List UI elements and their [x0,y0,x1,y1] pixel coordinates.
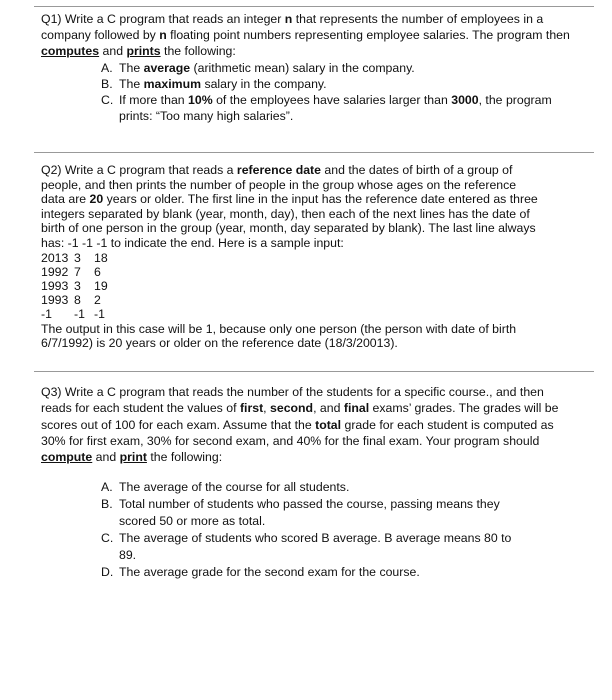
q2-intro: Q2) Write a C program that reads a reference date and the dates of birth of a group of people, and then prints the number of people in the group whose ages on the reference data are 20 years or older. The first line in the input has the reference date entered as three integers separated by blank (year, month, day), then each of the next lines has the date of birth of one person in the group (year, month, day separated by blank). The last line always has: -1 -1 -1 to indicate the end. Here is a sample input: [41,163,538,250]
question-1 [41,11,581,124]
question-2 [41,163,541,351]
list-item: C. If more than 10% of the employees have salaries larger than 3000, the program prints: “Too many high salaries”. [101,93,552,123]
divider-q2-q3 [34,371,594,372]
q3-requirements-list [101,479,531,581]
q2-sample-input [41,251,541,322]
q1-intro: Q1) Write a C program that reads an integer n that represents the number of employees in a company followed by n floating point numbers representing employee salaries. The program then computes and prints the following: [41,12,570,58]
q1-requirements-list [101,60,576,124]
divider-q1-q2 [34,152,594,153]
list-item: D. The average grade for the second exam for the course. [101,565,420,580]
list-item: B. Total number of students who passed the course, passing means they scored 50 or more as total. [101,497,500,529]
list-item: A. The average (arithmetic mean) salary in the company. [101,61,415,75]
list-item: B. The maximum salary in the company. [101,77,327,91]
sample-row: 2013 3 18 [41,250,108,265]
sample-row: 1993 3 19 [41,278,108,293]
sample-row: 1992 7 6 [41,264,101,279]
top-divider [34,6,594,7]
sample-row: 1993 8 2 [41,293,101,308]
sample-row: -1 -1 -1 [41,307,105,322]
list-item: A. The average of the course for all students. [101,480,350,495]
question-3 [41,384,573,581]
q3-intro: Q3) Write a C program that reads the number of the students for a specific course., and then reads for each student the values of first, second, and final exams’ grades. The grades will be scores out of 100 for each exam. Assume that the total grade for each student is computed as 30% for first exam, 30% for second exam, and 40% for the final exam. Your program should compute and print the following: [41,385,559,465]
q2-output-explanation: The output in this case will be 1, because only one person (the person with date of birth 6/7/1992) is 20 years or older on the reference date (18/3/20013). [41,321,517,351]
list-item: C. The average of students who scored B average. B average means 80 to 89. [101,531,512,563]
